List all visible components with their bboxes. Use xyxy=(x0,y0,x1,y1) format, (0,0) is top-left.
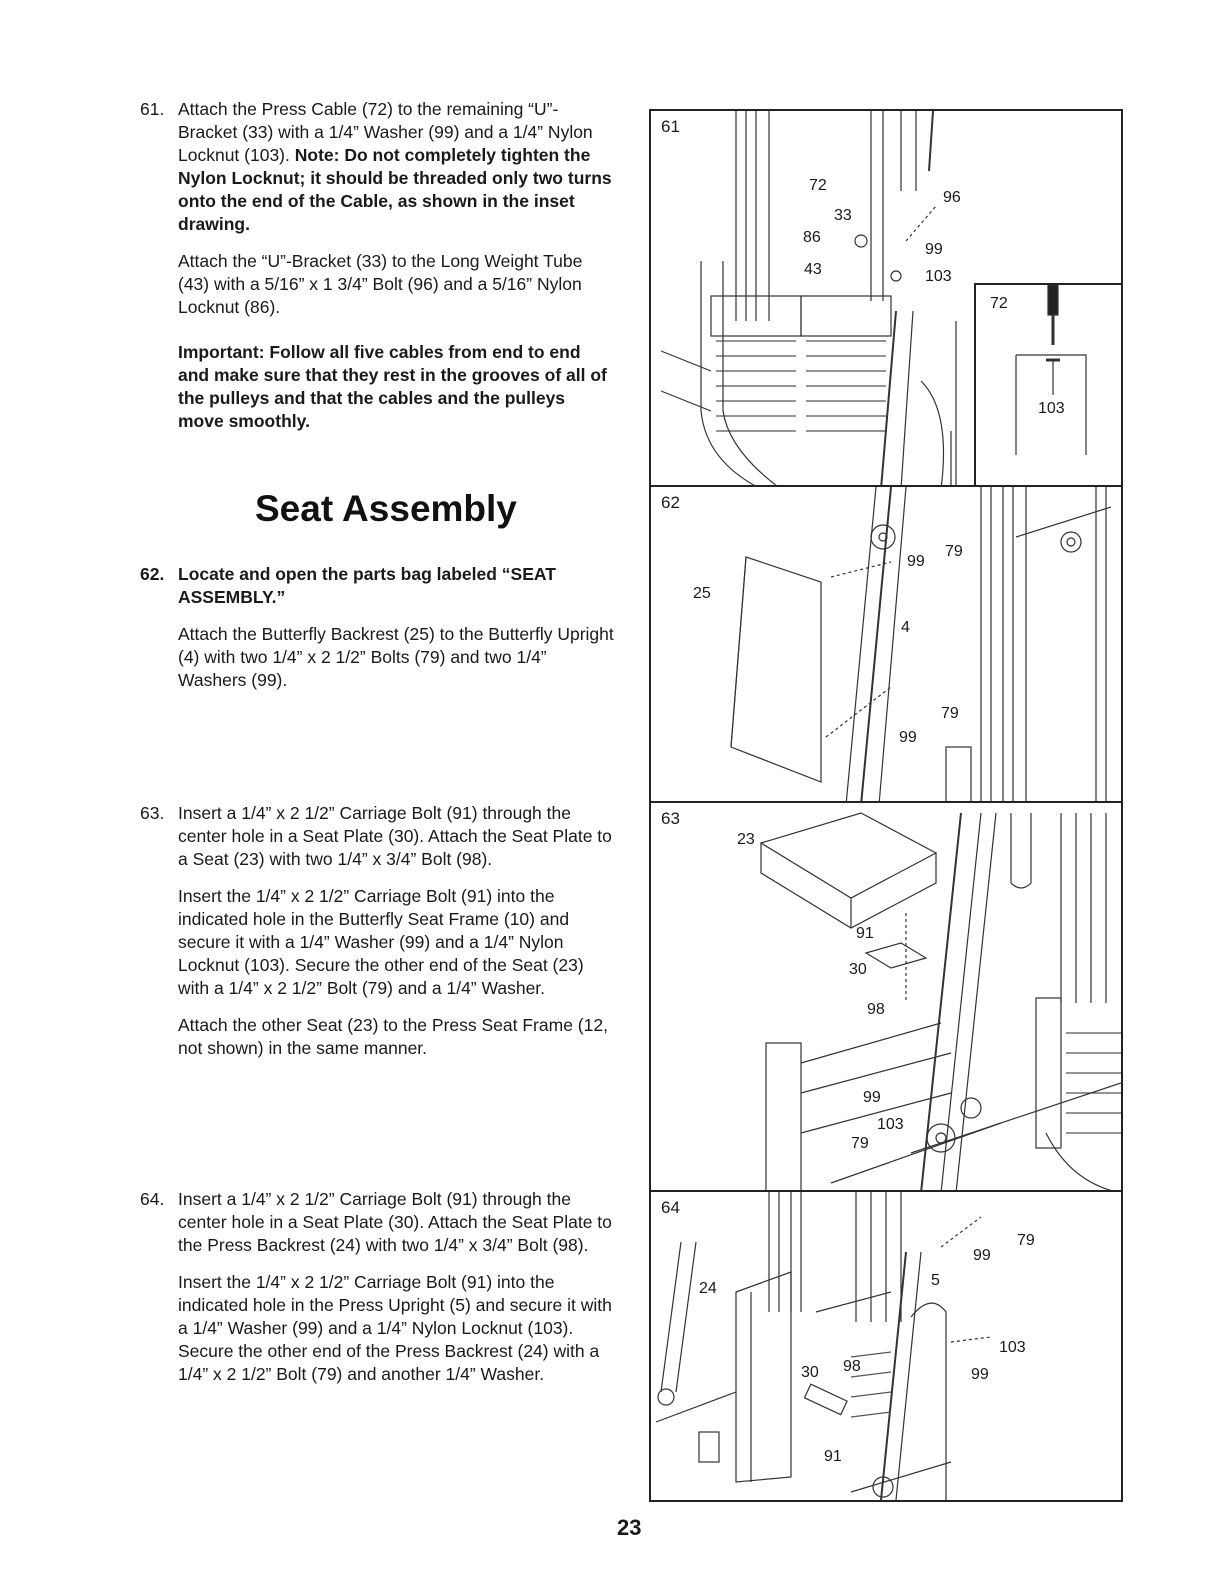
inset-locknut-drawing xyxy=(976,285,1123,491)
callout-label: 98 xyxy=(843,1358,861,1375)
step-text: Attach the Press Cable (72) to the remaining “U”-Bracket (33) with a 1/4” Washer (99) and a 1/4” Nylon Locknut (103). xyxy=(178,99,593,165)
callout-label: 103 xyxy=(877,1116,904,1133)
step-text: Attach the other Seat (23) to the Press Seat Frame (12, not shown) in the same manner. xyxy=(178,1015,608,1058)
callout-label: 30 xyxy=(849,961,867,978)
figure-number: 64 xyxy=(661,1198,680,1217)
figure-63 xyxy=(649,801,1123,1195)
step-number: 62. xyxy=(140,564,165,584)
callout-label: 23 xyxy=(737,831,755,848)
step-text: Locate and open the parts bag labeled “SEAT ASSEMBLY.” xyxy=(178,564,556,607)
step-number: 63. xyxy=(140,803,165,823)
callout-label: 86 xyxy=(803,229,821,246)
step-62 xyxy=(140,563,615,706)
step-text: Insert the 1/4” x 2 1/2” Carriage Bolt (91) into the indicated hole in the Butterfly Seat Frame (10) and secure it with a 1/4” Washer (99) and a 1/4” Nylon Locknut (103). Secure the other end of the Seat (23) with a 1/4” x 2 1/2” Bolt (79) and a 1/4” Washer. xyxy=(178,886,584,998)
callout-label: 79 xyxy=(945,543,963,560)
callout-label: 99 xyxy=(907,553,925,570)
callout-label: 98 xyxy=(867,1001,885,1018)
callout-label: 33 xyxy=(834,207,852,224)
callout-label: 72 xyxy=(990,295,1008,312)
callout-label: 5 xyxy=(931,1272,940,1289)
step-61 xyxy=(140,98,615,447)
callout-label: 43 xyxy=(804,261,822,278)
step-63 xyxy=(140,802,615,1074)
callout-label: 99 xyxy=(925,241,943,258)
page-number: 23 xyxy=(617,1515,642,1540)
section-heading: Seat Assembly xyxy=(255,488,517,529)
callout-label: 99 xyxy=(899,729,917,746)
callout-label: 79 xyxy=(941,705,959,722)
figure-61 xyxy=(649,109,1123,491)
callout-label: 103 xyxy=(999,1339,1026,1356)
callout-label: 103 xyxy=(925,268,952,285)
callout-label: 79 xyxy=(1017,1232,1035,1249)
callout-label: 99 xyxy=(971,1366,989,1383)
callout-label: 24 xyxy=(699,1280,717,1297)
step-number: 64. xyxy=(140,1189,165,1209)
step-text: Insert the 1/4” x 2 1/2” Carriage Bolt (91) into the indicated hole in the Press Upright (5) and secure it with a 1/4” Washer (99) and a 1/4” Nylon Locknut (103). Secure the other end of the Press Backrest (24) with a 1/4” x 2 1/2” Bolt (79) and another 1/4” Washer. xyxy=(178,1272,612,1384)
step-text: Attach the Butterfly Backrest (25) to the Butterfly Upright (4) with two 1/4” x 2 1/2” Bolts (79) and two 1/4” Washers (99). xyxy=(178,624,614,690)
callout-label: 99 xyxy=(863,1089,881,1106)
callout-label: 4 xyxy=(901,619,910,636)
figure-62-drawing xyxy=(651,487,1121,805)
figure-64-drawing xyxy=(651,1192,1121,1500)
callout-label: 91 xyxy=(856,925,874,942)
callout-label: 91 xyxy=(824,1448,842,1465)
figure-63-drawing xyxy=(651,803,1121,1193)
step-text: Insert a 1/4” x 2 1/2” Carriage Bolt (91) through the center hole in a Seat Plate (30). Attach the Seat Plate to the Press Backrest (24) with two 1/4” x 3/4” Bolt (98). xyxy=(178,1189,612,1255)
callout-label: 30 xyxy=(801,1364,819,1381)
callout-label: 96 xyxy=(943,189,961,206)
figure-number: 63 xyxy=(661,809,680,828)
figure-number: 62 xyxy=(661,493,680,512)
callout-label: 72 xyxy=(809,177,827,194)
figure-62 xyxy=(649,485,1123,807)
callout-label: 103 xyxy=(1038,400,1065,417)
step-64 xyxy=(140,1188,615,1400)
callout-label: 25 xyxy=(693,585,711,602)
figure-number: 61 xyxy=(661,117,680,136)
figure-64 xyxy=(649,1190,1123,1502)
callout-label: 79 xyxy=(851,1135,869,1152)
callout-label: 99 xyxy=(973,1247,991,1264)
inset-drawing xyxy=(974,283,1123,491)
step-number: 61. xyxy=(140,99,165,119)
important-note: Important: Follow all five cables from end to end and make sure that they rest in the grooves of all of the pulleys and that the cables and the pulleys move smoothly. xyxy=(178,342,607,431)
step-text: Insert a 1/4” x 2 1/2” Carriage Bolt (91) through the center hole in a Seat Plate (30). Attach the Seat Plate to a Seat (23) with two 1/4” x 3/4” Bolt (98). xyxy=(178,803,612,869)
step-text: Attach the “U”-Bracket (33) to the Long Weight Tube (43) with a 5/16” x 1 3/4” Bolt (96) and a 5/16” Nylon Locknut (86). xyxy=(178,251,583,317)
step-note: Note: Do not completely tighten the Nylon Locknut; it should be threaded only two turns onto the end of the Cable, as shown in the inset drawing. xyxy=(178,145,612,234)
